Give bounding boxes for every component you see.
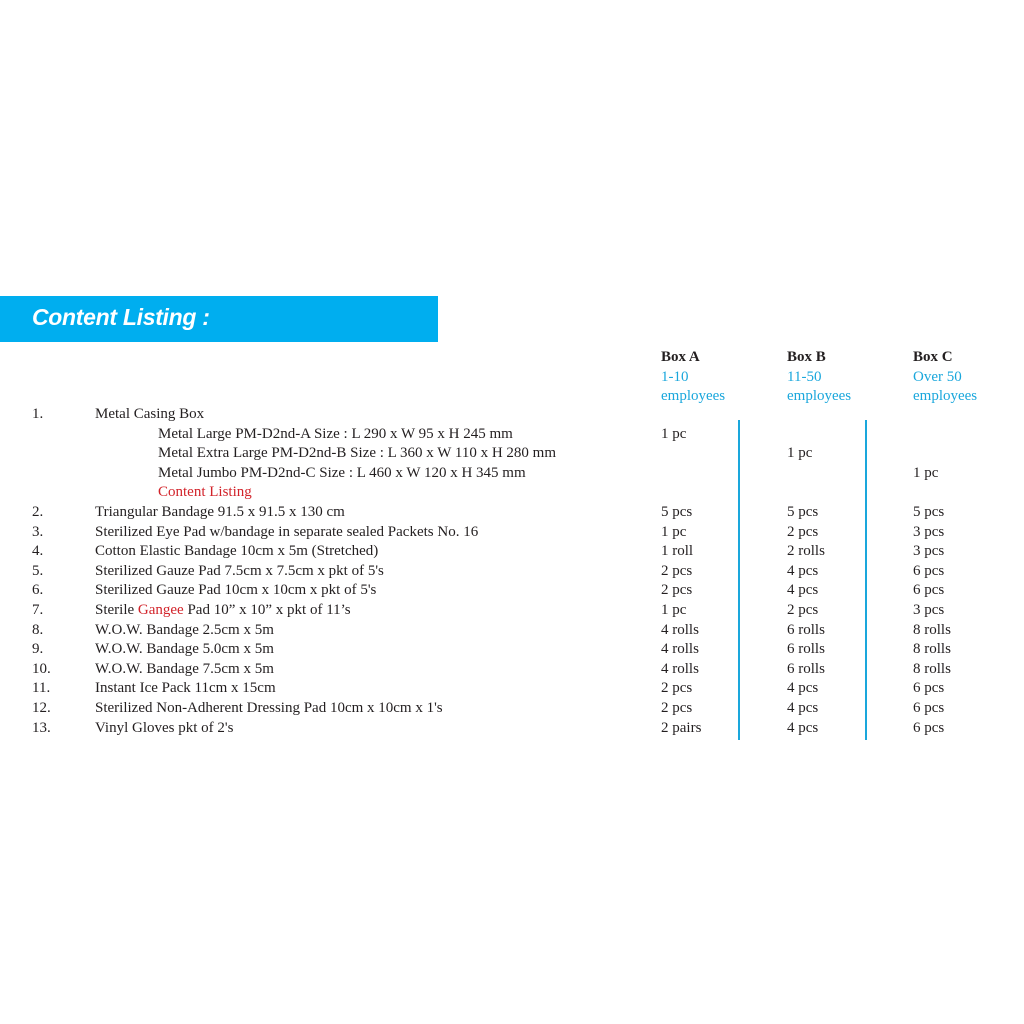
- box-c-quantity: 3 pcs: [913, 523, 945, 540]
- box-a-quantity: 4 rolls: [661, 660, 699, 677]
- box-a-quantity: 2 pcs: [661, 582, 693, 599]
- column-subtitle: employees: [913, 388, 978, 404]
- description-text: Metal Casing Box: [95, 406, 205, 422]
- item-description: [95, 562, 384, 582]
- item-number: 10.: [32, 660, 51, 677]
- column-title: Box B: [787, 349, 826, 365]
- box-c-quantity: 5 pcs: [913, 503, 945, 520]
- item-number: 1.: [32, 406, 44, 422]
- box-a-quantity: 2 pcs: [661, 699, 693, 716]
- item-number: 3.: [32, 523, 44, 540]
- description-text: Metal Extra Large PM-D2nd-B Size : L 360 x W 110 x H 280 mm: [158, 445, 557, 462]
- box-c-quantity: 6 pcs: [913, 582, 945, 599]
- list-item: [0, 601, 1024, 621]
- item-number: 5.: [32, 562, 44, 579]
- box-a-quantity: 2 pcs: [661, 562, 693, 579]
- list-item: [0, 405, 1024, 425]
- item-description: [95, 601, 351, 621]
- description-text: Pad 10” x 10” x pkt of 11’s: [183, 601, 351, 618]
- box-c-quantity: 6 pcs: [913, 680, 945, 697]
- box-b-quantity: 2 rolls: [787, 543, 825, 560]
- column-subtitle: 11-50: [787, 368, 822, 385]
- item-number: 11.: [32, 680, 51, 697]
- list-item: [0, 503, 1024, 523]
- column-subtitle: employees: [661, 388, 726, 404]
- item-description: [158, 444, 556, 464]
- column-subtitle: Over 50: [913, 368, 962, 385]
- box-a-quantity: 1 pc: [661, 523, 687, 540]
- list-item: [0, 699, 1024, 719]
- description-text: W.O.W. Bandage 2.5cm x 5m: [95, 621, 274, 638]
- item-number: 13.: [32, 719, 51, 736]
- box-a-quantity: 5 pcs: [661, 503, 693, 520]
- list-item: [0, 679, 1024, 699]
- box-c-quantity: 3 pcs: [913, 543, 945, 560]
- item-description: [95, 523, 478, 543]
- box-b-quantity: 2 pcs: [787, 601, 819, 618]
- box-b-quantity: 6 rolls: [787, 641, 825, 658]
- description-text: Metal Large PM-D2nd-A Size : L 290 x W 95 x H 245 mm: [158, 425, 513, 442]
- item-number: 12.: [32, 699, 51, 716]
- description-text: Instant Ice Pack 11cm x 15cm: [95, 680, 276, 697]
- column-header-box-b: [787, 348, 851, 407]
- box-c-quantity: 6 pcs: [913, 699, 945, 716]
- item-description: [95, 405, 204, 425]
- item-number: 7.: [32, 601, 44, 618]
- list-item: [0, 621, 1024, 641]
- item-description: [95, 621, 274, 641]
- box-b-quantity: 4 pcs: [787, 719, 819, 736]
- box-b-quantity: 4 pcs: [787, 562, 819, 579]
- box-a-quantity: 1 pc: [661, 601, 687, 618]
- column-subtitle: employees: [787, 388, 852, 404]
- box-a-quantity: 2 pcs: [661, 680, 693, 697]
- description-text: W.O.W. Bandage 7.5cm x 5m: [95, 660, 274, 677]
- box-a-quantity: 4 rolls: [661, 621, 699, 638]
- item-description: [95, 640, 274, 660]
- highlighted-text: Content Listing: [158, 484, 252, 501]
- list-item: [0, 719, 1024, 739]
- list-item: [0, 464, 1024, 484]
- list-item: [0, 483, 1024, 503]
- item-description: [95, 719, 233, 739]
- box-b-quantity: 1 pc: [787, 445, 813, 462]
- item-description: [95, 503, 345, 523]
- list-item: [0, 640, 1024, 660]
- box-c-quantity: 6 pcs: [913, 719, 945, 736]
- description-text: W.O.W. Bandage 5.0cm x 5m: [95, 641, 274, 658]
- box-c-quantity: 8 rolls: [913, 660, 951, 677]
- item-description: [158, 483, 252, 503]
- item-description: [158, 464, 526, 484]
- item-description: [95, 542, 378, 562]
- item-description: [158, 425, 513, 445]
- list-item: [0, 542, 1024, 562]
- list-item: [0, 444, 1024, 464]
- item-number: 4.: [32, 543, 44, 560]
- description-text: Sterilized Eye Pad w/bandage in separate sealed Packets No. 16: [95, 523, 479, 540]
- item-description: [95, 679, 276, 699]
- item-description: [95, 699, 443, 719]
- box-b-quantity: 4 pcs: [787, 699, 819, 716]
- box-b-quantity: 2 pcs: [787, 523, 819, 540]
- column-title: Box C: [913, 349, 953, 365]
- box-c-quantity: 1 pc: [913, 464, 939, 481]
- description-text: Triangular Bandage 91.5 x 91.5 x 130 cm: [95, 503, 345, 520]
- list-item: [0, 523, 1024, 543]
- item-number: 9.: [32, 641, 44, 658]
- box-b-quantity: 6 rolls: [787, 621, 825, 638]
- description-text: Vinyl Gloves pkt of 2's: [95, 719, 234, 736]
- item-number: 2.: [32, 503, 44, 520]
- item-number: 8.: [32, 621, 44, 638]
- box-c-quantity: 6 pcs: [913, 562, 945, 579]
- box-b-quantity: 4 pcs: [787, 680, 819, 697]
- item-description: [95, 660, 274, 680]
- box-a-quantity: 4 rolls: [661, 641, 699, 658]
- column-header-box-c: [913, 348, 977, 407]
- column-header-box-a: [661, 348, 725, 407]
- box-c-quantity: 3 pcs: [913, 601, 945, 618]
- column-subtitle: 1-10: [661, 368, 689, 385]
- column-title: Box A: [661, 349, 700, 365]
- box-a-quantity: 1 roll: [661, 543, 694, 560]
- box-c-quantity: 8 rolls: [913, 641, 951, 658]
- item-description: [95, 581, 376, 601]
- box-c-quantity: 8 rolls: [913, 621, 951, 638]
- description-text: Sterilized Gauze Pad 7.5cm x 7.5cm x pkt of 5's: [95, 562, 384, 579]
- description-text: Cotton Elastic Bandage 10cm x 5m (Stretched): [95, 543, 379, 560]
- description-text: Sterilized Non-Adherent Dressing Pad 10cm x 10cm x 1's: [95, 699, 443, 716]
- box-a-quantity: 1 pc: [661, 425, 687, 442]
- box-a-quantity: 2 pairs: [661, 719, 702, 736]
- list-item: [0, 660, 1024, 680]
- box-b-quantity: 5 pcs: [787, 503, 819, 520]
- highlighted-text: Gangee: [137, 601, 184, 618]
- list-item: [0, 425, 1024, 445]
- description-text: Metal Jumbo PM-D2nd-C Size : L 460 x W 120 x H 345 mm: [158, 464, 526, 481]
- item-number: 6.: [32, 582, 44, 599]
- description-text: Sterilized Gauze Pad 10cm x 10cm x pkt of 5's: [95, 582, 377, 599]
- list-item: [0, 581, 1024, 601]
- box-b-quantity: 4 pcs: [787, 582, 819, 599]
- list-item: [0, 562, 1024, 582]
- content-list: [0, 405, 1024, 738]
- box-b-quantity: 6 rolls: [787, 660, 825, 677]
- description-text: Sterile: [95, 601, 138, 618]
- section-banner: [0, 296, 438, 342]
- section-title: Content Listing :: [32, 304, 210, 330]
